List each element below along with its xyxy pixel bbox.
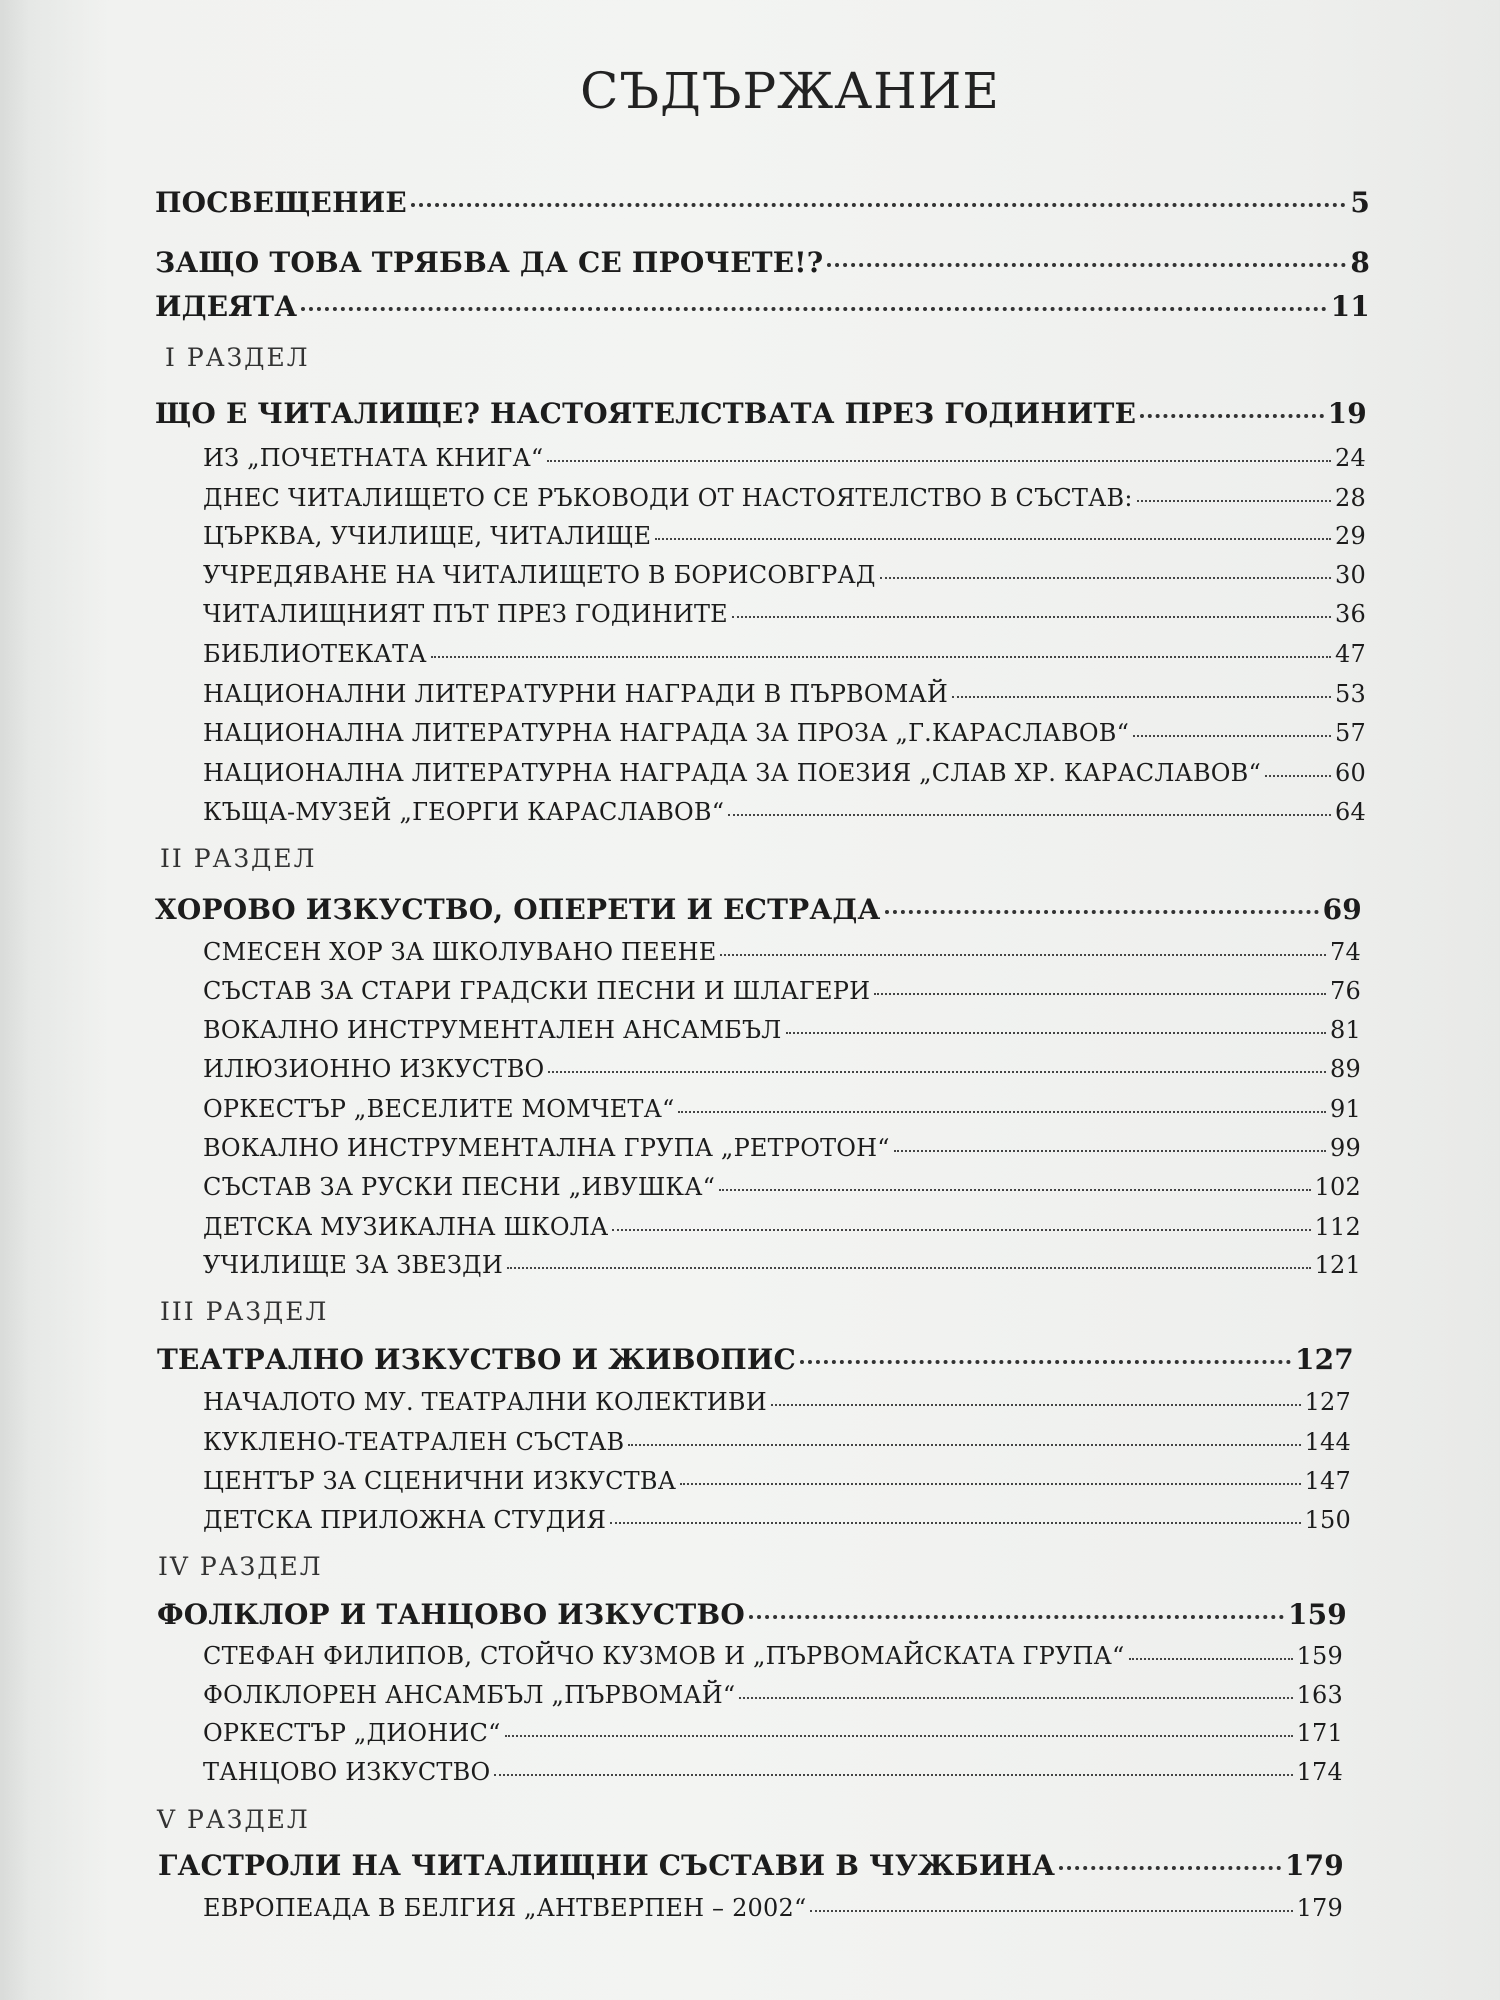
toc-item-page: 127 [1304,1388,1351,1416]
toc-chapter [157,1598,1347,1631]
toc-item [203,938,1361,966]
toc-item-label: БИБЛИОТЕКАТА [203,640,427,668]
dot-leader [1140,414,1323,418]
dot-leader [1265,775,1331,777]
dot-leader [719,1189,1311,1191]
toc-item-label: ВОКАЛНО ИНСТРУМЕНТАЛЕН АНСАМБЪЛ [203,1016,782,1044]
toc-item-page: 163 [1296,1681,1343,1709]
toc-item-label: ФОЛКЛОРЕН АНСАМБЪЛ „ПЪРВОМАЙ“ [203,1681,736,1709]
toc-chapter [157,1343,1354,1376]
toc-chapter-label: ТЕАТРАЛНО ИЗКУСТВО И ЖИВОПИС [157,1343,797,1376]
toc-chapter-page: 19 [1327,397,1367,430]
section-heading: I РАЗДЕЛ [165,343,310,372]
toc-item-label: СЪСТАВ ЗА РУСКИ ПЕСНИ „ИВУШКА“ [203,1173,716,1201]
toc-item-label: ЦЪРКВА, УЧИЛИЩЕ, ЧИТАЛИЩЕ [203,522,652,550]
toc-item-page: 30 [1335,561,1366,589]
dot-leader [505,1735,1293,1737]
toc-item-label: ДНЕС ЧИТАЛИЩЕТО СЕ РЪКОВОДИ ОТ НАСТОЯТЕЛСТВО В СЪСТАВ: [203,484,1133,512]
toc-chapter-page: 159 [1287,1598,1347,1631]
toc-chapter-label: ЩО Е ЧИТАЛИЩЕ? НАСТОЯТЕЛСТВАТА ПРЕЗ ГОДИНИТЕ [155,397,1137,430]
dot-leader [827,263,1346,267]
toc-item-label: СТЕФАН ФИЛИПОВ, СТОЙЧО КУЗМОВ И „ПЪРВОМАЙСКАТА ГРУПА“ [203,1642,1125,1670]
toc-item-page: 24 [1335,444,1366,472]
dot-leader [874,993,1326,995]
dot-leader [1129,1658,1293,1660]
dot-leader [678,1111,1326,1113]
toc-item [203,1213,1361,1241]
toc-item [203,1719,1343,1747]
toc-item-page: 150 [1304,1506,1351,1534]
dot-leader [1059,1866,1281,1870]
dot-leader [1133,735,1331,737]
toc-item [203,1251,1361,1279]
toc-item-label: НАЧАЛОТО МУ. ТЕАТРАЛНИ КОЛЕКТИВИ [203,1388,767,1416]
section-heading: IV РАЗДЕЛ [158,1552,323,1581]
toc-item-page: 171 [1296,1719,1343,1747]
toc-item-label: ЧИТАЛИЩНИЯТ ПЪТ ПРЕЗ ГОДИНИТЕ [203,600,728,628]
section-heading: V РАЗДЕЛ [157,1805,310,1834]
toc-item-label: ЦЕНТЪР ЗА СЦЕНИЧНИ ИЗКУСТВА [203,1467,677,1495]
dot-leader [880,577,1331,579]
dot-leader [894,1150,1326,1152]
toc-entry-page: 11 [1330,290,1370,323]
toc-item [203,640,1366,668]
toc-item-page: 179 [1296,1894,1343,1922]
toc-item-label: ОРКЕСТЪР „ДИОНИС“ [203,1719,501,1747]
toc-entry-idea [155,290,1370,323]
dot-leader [720,954,1326,956]
toc-item-label: СЪСТАВ ЗА СТАРИ ГРАДСКИ ПЕСНИ И ШЛАГЕРИ [203,977,871,1005]
dot-leader [655,538,1331,540]
toc-item-label: ИЗ „ПОЧЕТНАТА КНИГА“ [203,444,544,472]
toc-entry-page: 5 [1350,186,1370,219]
toc-chapter-label: ФОЛКЛОР И ТАНЦОВО ИЗКУСТВО [157,1598,745,1631]
toc-chapter-page: 69 [1322,893,1362,926]
toc-entry-dedication [155,186,1370,219]
toc-item-page: 159 [1296,1642,1343,1670]
toc-chapter-label: ХОРОВО ИЗКУСТВО, ОПЕРЕТИ И ЕСТРАДА [155,893,881,926]
toc-item-page: 57 [1335,719,1366,747]
dot-leader [786,1032,1327,1034]
toc-item-page: 99 [1330,1134,1361,1162]
toc-item [203,1894,1343,1922]
dot-leader [680,1483,1300,1485]
toc-item-page: 112 [1314,1213,1361,1241]
toc-item-label: ОРКЕСТЪР „ВЕСЕЛИТЕ МОМЧЕТА“ [203,1095,675,1123]
toc-chapter [158,1849,1344,1882]
toc-entry-why-read [155,246,1370,279]
toc-item-page: 47 [1335,640,1366,668]
toc-item-label: НАЦИОНАЛНИ ЛИТЕРАТУРНИ НАГРАДИ В ПЪРВОМАЙ [203,680,949,708]
toc-item [203,1467,1351,1495]
toc-item-page: 36 [1335,600,1366,628]
toc-item [203,680,1366,708]
toc-entry-label: ЗАЩО ТОВА ТРЯБВА ДА СЕ ПРОЧЕТЕ!? [155,246,824,279]
toc-item-label: ДЕТСКА ПРИЛОЖНА СТУДИЯ [203,1506,607,1534]
dot-leader [431,656,1331,658]
dot-leader [810,1910,1292,1912]
toc-item [203,1506,1351,1534]
toc-chapter-page: 127 [1294,1343,1354,1376]
toc-item-page: 144 [1304,1428,1351,1456]
toc-item [203,484,1366,512]
toc-item-page: 91 [1330,1095,1361,1123]
dot-leader [732,616,1331,618]
toc-item [203,1173,1361,1201]
toc-item-label: СМЕСЕН ХОР ЗА ШКОЛУВАНО ПЕЕНЕ [203,938,717,966]
toc-item [203,444,1366,472]
toc-item [203,759,1366,787]
toc-item [203,977,1361,1005]
dot-leader [610,1522,1300,1524]
toc-item [203,600,1366,628]
toc-item [203,1758,1343,1786]
toc-entry-label: ИДЕЯТА [155,290,298,323]
toc-item [203,1134,1361,1162]
toc-item-page: 147 [1304,1467,1351,1495]
toc-chapter-label: ГАСТРОЛИ НА ЧИТАЛИЩНИ СЪСТАВИ В ЧУЖБИНА [158,1849,1056,1882]
toc-item [203,1016,1361,1044]
dot-leader [1137,500,1331,502]
toc-item-page: 174 [1296,1758,1343,1786]
dot-leader [749,1615,1284,1619]
dot-leader [739,1697,1292,1699]
dot-leader [612,1229,1310,1231]
toc-entry-page: 8 [1350,246,1370,279]
dot-leader [628,1444,1300,1446]
dot-leader [728,814,1331,816]
dot-leader [494,1774,1292,1776]
dot-leader [952,696,1331,698]
toc-item-label: ТАНЦОВО ИЗКУСТВО [203,1758,491,1786]
toc-item [203,522,1366,550]
toc-item [203,798,1366,826]
dot-leader [507,1267,1311,1269]
toc-item-page: 64 [1335,798,1366,826]
dot-leader [885,910,1319,914]
dot-leader [800,1360,1291,1364]
section-heading: III РАЗДЕЛ [160,1297,329,1326]
toc-item-label: ИЛЮЗИОННО ИЗКУСТВО [203,1055,545,1083]
toc-item-page: 60 [1335,759,1366,787]
toc-item-page: 76 [1330,977,1361,1005]
toc-item-label: ЕВРОПЕАДА В БЕЛГИЯ „АНТВЕРПЕН – 2002“ [203,1894,807,1922]
dot-leader [411,203,1346,207]
toc-item [203,1095,1361,1123]
toc-item-page: 53 [1335,680,1366,708]
toc-chapter [155,397,1367,430]
toc-entry-label: ПОСВЕЩЕНИЕ [155,186,407,219]
toc-item-page: 74 [1330,938,1361,966]
toc-item-label: ДЕТСКА МУЗИКАЛНА ШКОЛА [203,1213,609,1241]
toc-item [203,719,1366,747]
toc-item-label: ВОКАЛНО ИНСТРУМЕНТАЛНА ГРУПА „РЕТРОТОН“ [203,1134,890,1162]
toc-item [203,1055,1361,1083]
toc-item-page: 29 [1335,522,1366,550]
toc-item [203,1428,1351,1456]
toc-item-page: 28 [1335,484,1366,512]
toc-item-label: НАЦИОНАЛНА ЛИТЕРАТУРНА НАГРАДА ЗА ПОЕЗИЯ „СЛАВ ХР. КАРАСЛАВОВ“ [203,759,1261,787]
dot-leader [771,1404,1301,1406]
toc-item [203,1642,1343,1670]
toc-chapter-page: 179 [1284,1849,1344,1882]
section-heading: II РАЗДЕЛ [160,844,317,873]
toc-item [203,561,1366,589]
toc-item-page: 121 [1314,1251,1361,1279]
page-title: СЪДЪРЖАНИЕ [580,62,1000,120]
toc-item [203,1681,1343,1709]
toc-item-label: УЧРЕДЯВАНЕ НА ЧИТАЛИЩЕТО В БОРИСОВГРАД [203,561,876,589]
toc-item-page: 81 [1330,1016,1361,1044]
dot-leader [548,1071,1326,1073]
toc-item-page: 102 [1314,1173,1361,1201]
toc-item-label: КЪЩА-МУЗЕЙ „ГЕОРГИ КАРАСЛАВОВ“ [203,798,725,826]
toc-item-page: 89 [1330,1055,1361,1083]
dot-leader [301,307,1326,311]
toc-item [203,1388,1351,1416]
dot-leader [547,460,1331,462]
toc-item-label: УЧИЛИЩЕ ЗА ЗВЕЗДИ [203,1251,503,1279]
toc-item-label: НАЦИОНАЛНА ЛИТЕРАТУРНА НАГРАДА ЗА ПРОЗА „Г.КАРАСЛАВОВ“ [203,719,1130,747]
toc-item-label: КУКЛЕНО-ТЕАТРАЛЕН СЪСТАВ [203,1428,625,1456]
toc-chapter [155,893,1362,926]
